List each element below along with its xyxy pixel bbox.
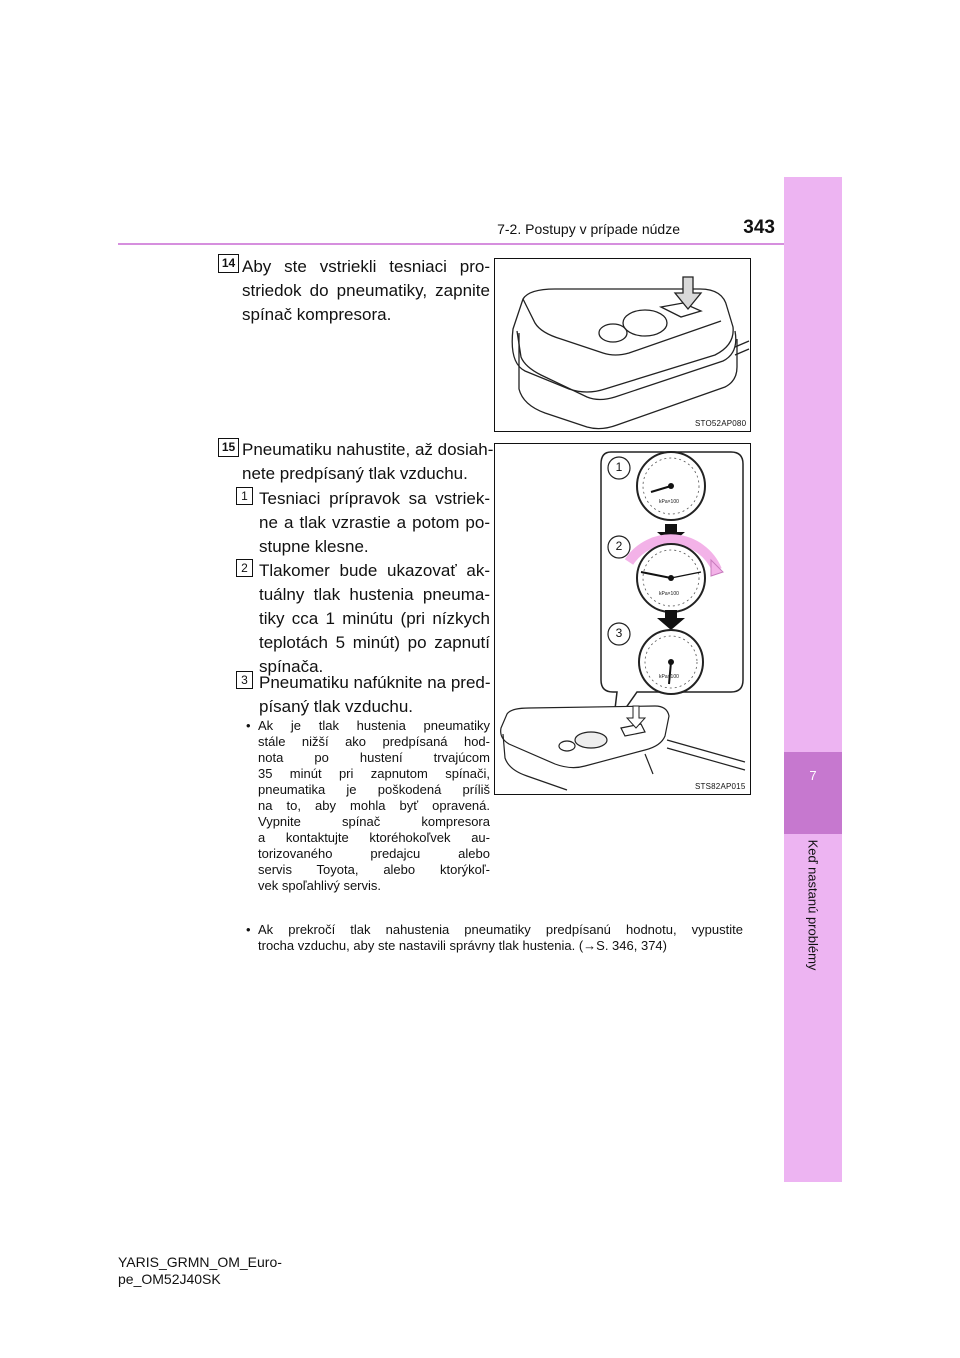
footer-line: YARIS_GRMN_OM_Euro-	[118, 1254, 282, 1270]
text-line: teplotách 5 minút) po zapnutí	[259, 633, 490, 652]
callout-3: 3	[615, 626, 623, 640]
gauge-sequence-figure	[494, 443, 751, 795]
step-14-text	[242, 255, 490, 327]
compressor-illustration	[495, 259, 750, 431]
chapter-number: 7	[809, 768, 817, 783]
text-line: tuálny tlak hustenia pneuma-	[259, 585, 490, 604]
item-3-text	[259, 671, 490, 719]
header-rule	[118, 243, 784, 245]
bullet-mark: •	[246, 922, 251, 937]
step-badge-14: 14	[218, 254, 239, 273]
gauge-unit: kPa×100	[659, 591, 679, 597]
item-1-text	[259, 487, 490, 559]
item-badge-2: 2	[236, 559, 253, 577]
text-line: Pneumatiku nahustite, až dosiah-	[242, 440, 494, 459]
step-15-text	[242, 438, 494, 486]
note-bullet-1	[246, 718, 490, 894]
item-badge-1: 1	[236, 487, 253, 505]
callout-2: 2	[615, 539, 623, 553]
text-line: Vypnite spínač kompresora	[258, 814, 490, 829]
text-line: a kontaktujte ktoréhokoľvek au-	[258, 830, 490, 845]
gauge-unit: kPa×100	[659, 674, 679, 680]
bullet-mark: •	[246, 718, 251, 733]
text-line: nota po hustení trvajúcom	[258, 750, 490, 765]
footer-line: pe_OM52J40SK	[118, 1271, 221, 1287]
text-line: vek spoľahlivý servis.	[258, 878, 381, 893]
text-line: ne a tlak vzrastie a potom po-	[259, 513, 490, 532]
item-2-text	[259, 559, 490, 679]
text-line: na to, aby mohla byť opravená.	[258, 798, 490, 813]
chapter-title: Keď nastanú problémy	[805, 839, 821, 971]
document-footer	[118, 1254, 282, 1288]
section-title: 7-2. Postupy v prípade núdze	[497, 221, 680, 237]
text-line: Pneumatiku nafúknite na pred-	[259, 673, 491, 692]
chapter-side-tab	[784, 177, 842, 1182]
text-line: 35 minút pri zapnutom spínači,	[258, 766, 490, 781]
text-line: Ak je tlak hustenia pneumatiky	[258, 718, 490, 733]
text-line: Aby ste vstriekli tesniaci pro-	[242, 257, 490, 276]
item-badge-3: 3	[236, 671, 253, 689]
text-line: torizovaného predajcu alebo	[258, 846, 490, 861]
text-line: spínač kompresora.	[242, 305, 392, 324]
text-line: písaný tlak vzduchu.	[259, 697, 414, 716]
gauge-1	[637, 452, 705, 520]
figure-code: STS82AP015	[695, 782, 746, 791]
text-line: stupne klesne.	[259, 537, 369, 556]
compressor-switch-figure	[494, 258, 751, 432]
figure-code: STO52AP080	[695, 419, 747, 428]
text-line: trocha vzduchu, aby ste nastavili správny tlak hustenia. (→S. 346, 374)	[258, 938, 667, 953]
gauge-unit: kPa×100	[659, 499, 679, 505]
text-line: Tlakomer bude ukazovať ak-	[259, 561, 490, 580]
page-number: 343	[743, 217, 775, 238]
callout-1: 1	[615, 460, 623, 474]
text-line: spínača.	[259, 657, 324, 676]
chapter-number-tab	[784, 752, 842, 834]
text-line: tiky cca 1 minútu (pri nízkych	[259, 609, 490, 628]
text-line: striedok do pneumatiky, zapnite	[242, 281, 490, 300]
text-line: Tesniaci prípravok sa vstriek-	[259, 489, 490, 508]
text-line: nete predpísaný tlak vzduchu.	[242, 464, 468, 483]
step-badge-15: 15	[218, 438, 239, 457]
gauge-3	[639, 630, 703, 694]
text-line: pneumatika je poškodená príliš	[258, 782, 490, 797]
text-line: Ak prekročí tlak nahustenia pneumatiky predpísanú hodnotu, vypustite	[258, 922, 743, 937]
gauge-illustration	[495, 444, 750, 794]
note-bullet-2	[246, 922, 743, 954]
text-line: servis Toyota, alebo ktorýkoľ-	[258, 862, 490, 877]
text-line: stále nižší ako predpísaná hod-	[258, 734, 490, 749]
